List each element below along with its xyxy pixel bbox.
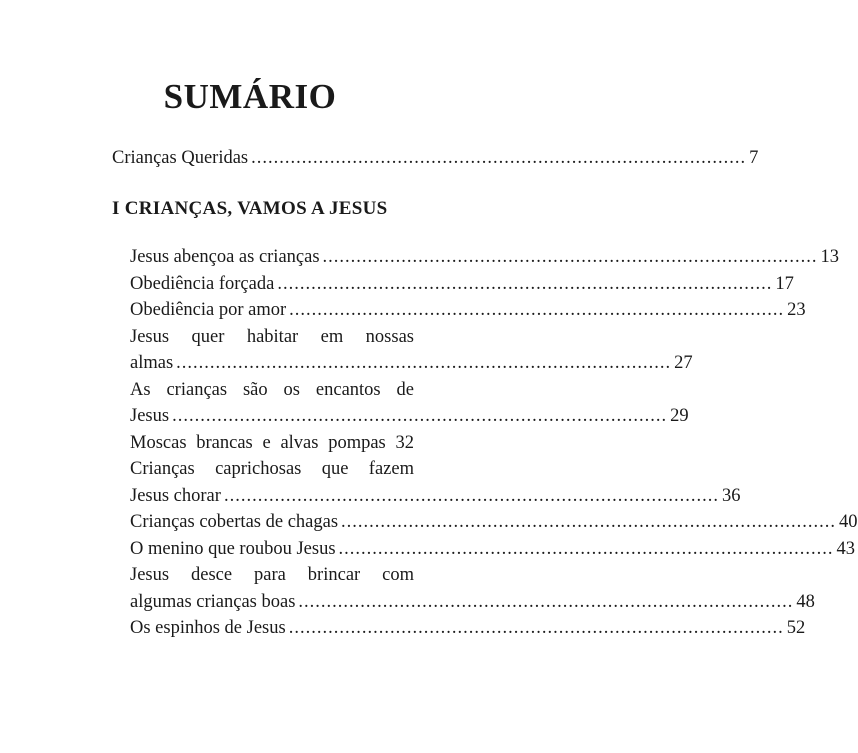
toc-line-page: 27 [674,353,693,373]
dot-leader: ........................................................................................ [277,273,773,294]
toc-entry-intro[interactable] [112,145,759,171]
toc-line-label: Obediência por amor [130,300,287,320]
toc-line-label: Jesus abençoa as crianças [130,247,320,267]
dot-leader: ........................................................................................ [288,618,784,638]
toc-line-label: Crianças cobertas de chagas [130,512,339,532]
toc-line-page: 48 [796,591,815,612]
toc-line-page: 23 [787,300,806,320]
dot-leader: ........................................................................................ [322,247,818,267]
toc-line-label: almas [130,353,174,373]
toc-line-label: Jesus quer habitar em nossas [130,326,414,347]
toc-line-page: 29 [670,406,689,426]
toc-line[interactable] [130,456,414,483]
toc-line[interactable] [130,350,693,377]
toc-line-label: O menino que roubou Jesus [130,538,336,559]
toc-line[interactable] [130,430,414,457]
toc-line[interactable] [130,589,815,616]
toc-line-page: 36 [721,485,741,506]
toc-line-label: Crianças caprichosas que fazem [130,459,414,479]
dot-leader: ........................................................................................ [172,406,668,426]
dot-leader: ........................................................................................ [338,538,834,559]
toc-line-page: 13 [820,247,840,267]
toc-line-page: 52 [786,618,806,638]
toc-line[interactable] [130,615,806,642]
dot-leader: ........................................................................................ [298,591,794,612]
toc-line-label: Os espinhos de Jesus [130,618,286,638]
toc-line[interactable] [130,324,414,351]
toc-line[interactable] [130,244,840,271]
toc-entry-page: 7 [749,148,759,168]
toc-line[interactable] [130,271,794,298]
page-title: SUMÁRIO [163,77,337,116]
toc-line[interactable] [130,562,414,589]
dot-leader: ........................................................................................ [289,300,785,320]
toc-line[interactable] [130,297,806,324]
toc-line-page: 43 [836,538,856,559]
toc-list [130,244,858,642]
dot-leader: ........................................................................................ [251,148,747,168]
toc-line[interactable] [130,483,741,510]
toc-line-label: algumas crianças boas [130,591,296,612]
toc-line-label: Jesus desce para brincar com [130,565,414,585]
section-heading: I CRIANÇAS, VAMOS A JESUS [112,198,388,219]
toc-line-label: Jesus chorar [130,485,221,506]
toc-entry-label: Crianças Queridas [112,148,249,168]
dot-leader: ........................................................................................ [223,485,719,506]
dot-leader: ........................................................................................ [341,512,837,532]
toc-line-label: As crianças são os encantos de [130,379,414,400]
toc-line-page: 40 [839,512,858,532]
toc-line[interactable] [130,536,856,563]
toc-line[interactable] [130,377,414,404]
toc-line[interactable] [130,403,689,430]
dot-leader: ........................................................................................ [176,353,672,373]
toc-line-label: Moscas brancas e alvas pompas 32 [130,432,414,453]
toc-line-label: Obediência forçada [130,273,275,294]
toc-line[interactable] [130,509,858,536]
toc-line-label: Jesus [130,406,170,426]
toc-line-page: 17 [775,273,794,294]
